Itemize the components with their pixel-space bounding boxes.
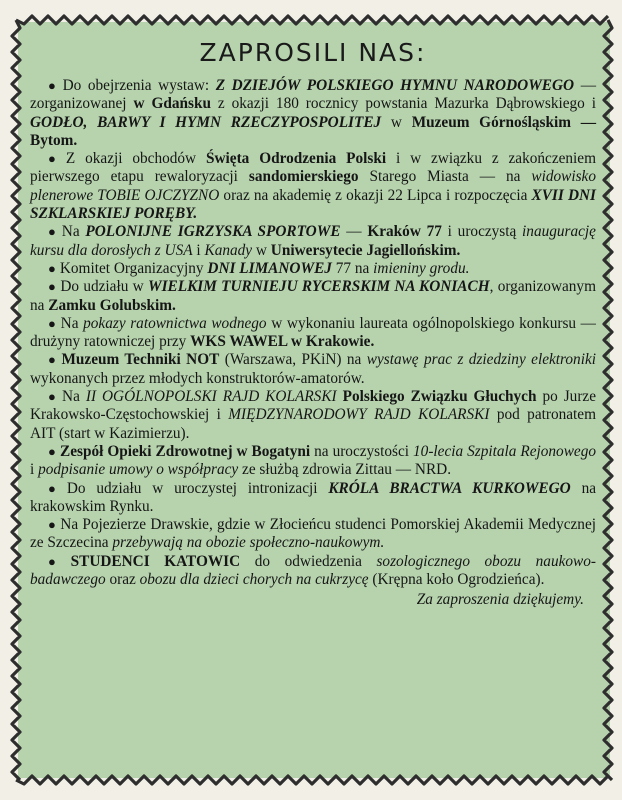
bullet-icon: ● — [48, 553, 67, 569]
entry-text-segment: Uniwersytecie Jagiellońskim. — [270, 241, 461, 259]
entry-text-segment: pod patronatem AIT (start w Kazimierzu). — [30, 406, 596, 442]
entry-text-segment: Kanady — [204, 241, 253, 259]
announcement-content — [30, 38, 596, 610]
entry-text-segment: na uroczystości — [310, 442, 414, 460]
entry-3 — [30, 223, 596, 260]
entry-text-segment: pokazy ratownictwa wodnego — [83, 314, 267, 332]
entry-list — [30, 77, 596, 589]
entry-text-segment: oraz — [105, 571, 140, 589]
entry-6 — [30, 315, 596, 352]
entry-text-segment: na krakowskim Rynku. — [30, 479, 597, 515]
entry-text-segment: Z okazji obchodów — [65, 150, 206, 168]
bullet-icon: ● — [48, 151, 62, 167]
entry-4 — [30, 260, 596, 278]
bullet-icon: ● — [48, 315, 57, 331]
entry-text-segment: Do udziału w uroczystej intronizacji — [66, 479, 329, 497]
entry-text-segment: w wykonaniu laureata ogólnopolskiego konkursu — drużyny ratowniczej przy — [30, 314, 596, 351]
entry-text-segment: po Jurze Krakowsko-Częstochowskiej i — [30, 388, 596, 424]
entry-11 — [30, 516, 596, 553]
entry-text-segment: wystawę prac z dziedziny elektroniki — [366, 351, 596, 369]
entry-text-segment: sozologicznego obozu naukowo-badawczego — [30, 552, 596, 589]
bullet-icon: ● — [48, 389, 59, 405]
bullet-icon: ● — [48, 480, 63, 496]
entry-text-segment: przebywają na obozie społeczno-naukowym. — [112, 534, 385, 552]
entry-text-segment: inaugurację kursu dla dorosłych z USA — [30, 223, 596, 259]
entry-text-segment: Do udziału w — [60, 278, 148, 296]
entry-9 — [30, 443, 596, 480]
bullet-icon: ● — [48, 260, 56, 276]
entry-text-segment: Komitet Organizacyjny — [59, 259, 208, 277]
bullet-icon: ● — [48, 279, 57, 295]
entry-text-segment: MIĘDZYNARODOWY RAJD KOLARSKI — [228, 406, 490, 424]
entry-12 — [30, 553, 596, 590]
entry-text-segment: imieniny grodu. — [373, 259, 470, 277]
entry-text-segment: Na — [62, 388, 86, 406]
entry-text-segment: wykonanych przez młodych konstruktorów-amatorów. — [30, 369, 365, 387]
entry-text-segment: Do obejrzenia wystaw: — [62, 77, 216, 94]
entry-text-segment: Z DZIEJÓW POLSKIEGO HYMNU NARODOWEGO — [215, 77, 575, 94]
entry-text-segment: i — [192, 241, 205, 259]
entry-text-segment: Na — [60, 314, 84, 332]
entry-text-segment: 10-lecia Szpitala Rejonowego — [413, 442, 596, 460]
entry-text-segment: Starego Miasta — na — [358, 168, 532, 186]
entry-text-segment: 77 na — [331, 259, 374, 277]
entry-text-segment: POLONIJNE IGRZYSKA SPORTOWE — [85, 223, 341, 241]
entry-text-segment: Na Pojezierze Drawskie, gdzie w Złocieńcu studenci Pomorskiej Akademii Medycznej ze Szczecina — [30, 516, 596, 552]
bullet-icon: ● — [48, 352, 58, 368]
entry-text-segment: w Gdańsku — [133, 95, 211, 113]
entry-text-segment: widowisko plenerowe TOBIE OJCZYZNO — [30, 168, 596, 204]
entry-text-segment: Kraków 77 — [367, 223, 442, 241]
entry-text-segment: Zespół Opieki Zdrowotnej w Bogatyni — [60, 442, 311, 460]
bullet-icon: ● — [48, 443, 56, 459]
entry-text-segment: do odwiedzenia — [240, 552, 377, 570]
entry-text-segment: II OGÓLNOPOLSKI RAJD KOLARSKI — [85, 388, 337, 406]
entry-text-segment: ze służbą zdrowia Zittau — NRD. — [238, 461, 452, 479]
border-zigzag-line — [16, 16, 608, 24]
entry-text-segment: Polskiego Związku Głuchych — [342, 388, 537, 406]
entry-5 — [30, 278, 596, 315]
entry-text-segment: Muzeum Techniki NOT — [61, 351, 220, 369]
entry-8 — [30, 388, 596, 443]
announcement-title: ZAPROSILI NAS: — [199, 38, 427, 67]
entry-text-segment: KRÓLA BRACTWA KURKOWEGO — [328, 479, 571, 497]
entry-text-segment: w — [252, 241, 271, 259]
entry-text-segment: — — [340, 223, 368, 241]
entry-text-segment: XVII DNI SZKLARSKIEJ PORĘBY. — [30, 186, 597, 223]
entry-text-segment: Muzeum Górnośląskim — Bytom. — [30, 113, 596, 149]
entry-text-segment: STUDENCI KATOWIC — [70, 552, 241, 570]
entry-7 — [30, 351, 596, 388]
border-zigzag-line — [16, 776, 608, 784]
entry-text-segment: podpisanie umowy o współpracy — [38, 461, 239, 479]
entry-text-segment: , organizowanym na — [30, 278, 596, 314]
entry-text-segment: (Krępna koło Ogrodzieńca). — [368, 571, 545, 589]
entry-10 — [30, 480, 596, 517]
entry-text-segment: DNI LIMANOWEJ — [207, 259, 332, 277]
entry-1 — [30, 77, 596, 150]
closing-line: Za zaproszenia dziękujemy. — [416, 591, 584, 609]
bullet-icon: ● — [48, 224, 58, 240]
entry-text-segment: i w związku z zakończeniem pierwszego etapu rewaloryzacji — [30, 150, 596, 186]
bullet-icon: ● — [48, 517, 57, 533]
entry-text-segment: (Warszawa, PKiN) na — [219, 351, 367, 369]
entry-text-segment: oraz na akademię z okazji 22 Lipca i rozpoczęcia — [219, 186, 532, 204]
entry-text-segment: Zamku Golubskim. — [48, 296, 176, 314]
entry-text-segment: WKS WAWEL w Krakowie. — [190, 333, 375, 351]
entry-text-segment: GODŁO, BARWY I HYMN RZECZYPOSPOLITEJ — [30, 113, 382, 131]
entry-2 — [30, 150, 596, 223]
entry-text-segment: w — [381, 113, 412, 131]
bullet-icon: ● — [48, 78, 59, 93]
entry-text-segment: Na — [61, 223, 86, 241]
entry-text-segment: WIELKIM TURNIEJU RYCERSKIM NA KONIACH — [147, 278, 490, 296]
entry-text-segment: z okazji 180 rocznicy powstania Mazurka Dąbrowskiego i — [210, 95, 596, 113]
entry-text-segment: — zorganizowanej — [30, 77, 596, 113]
entry-text-segment: sandomierskiego — [248, 168, 359, 186]
border-zigzag-line — [12, 20, 20, 780]
entry-text-segment: Święta Odrodzenia Polski — [205, 150, 387, 168]
entry-text-segment: i — [30, 461, 39, 479]
border-zigzag-line — [604, 20, 612, 780]
entry-text-segment: obozu dla dzieci chorych na cukrzycę — [139, 571, 369, 589]
entry-text-segment: i uroczystą — [441, 223, 523, 241]
